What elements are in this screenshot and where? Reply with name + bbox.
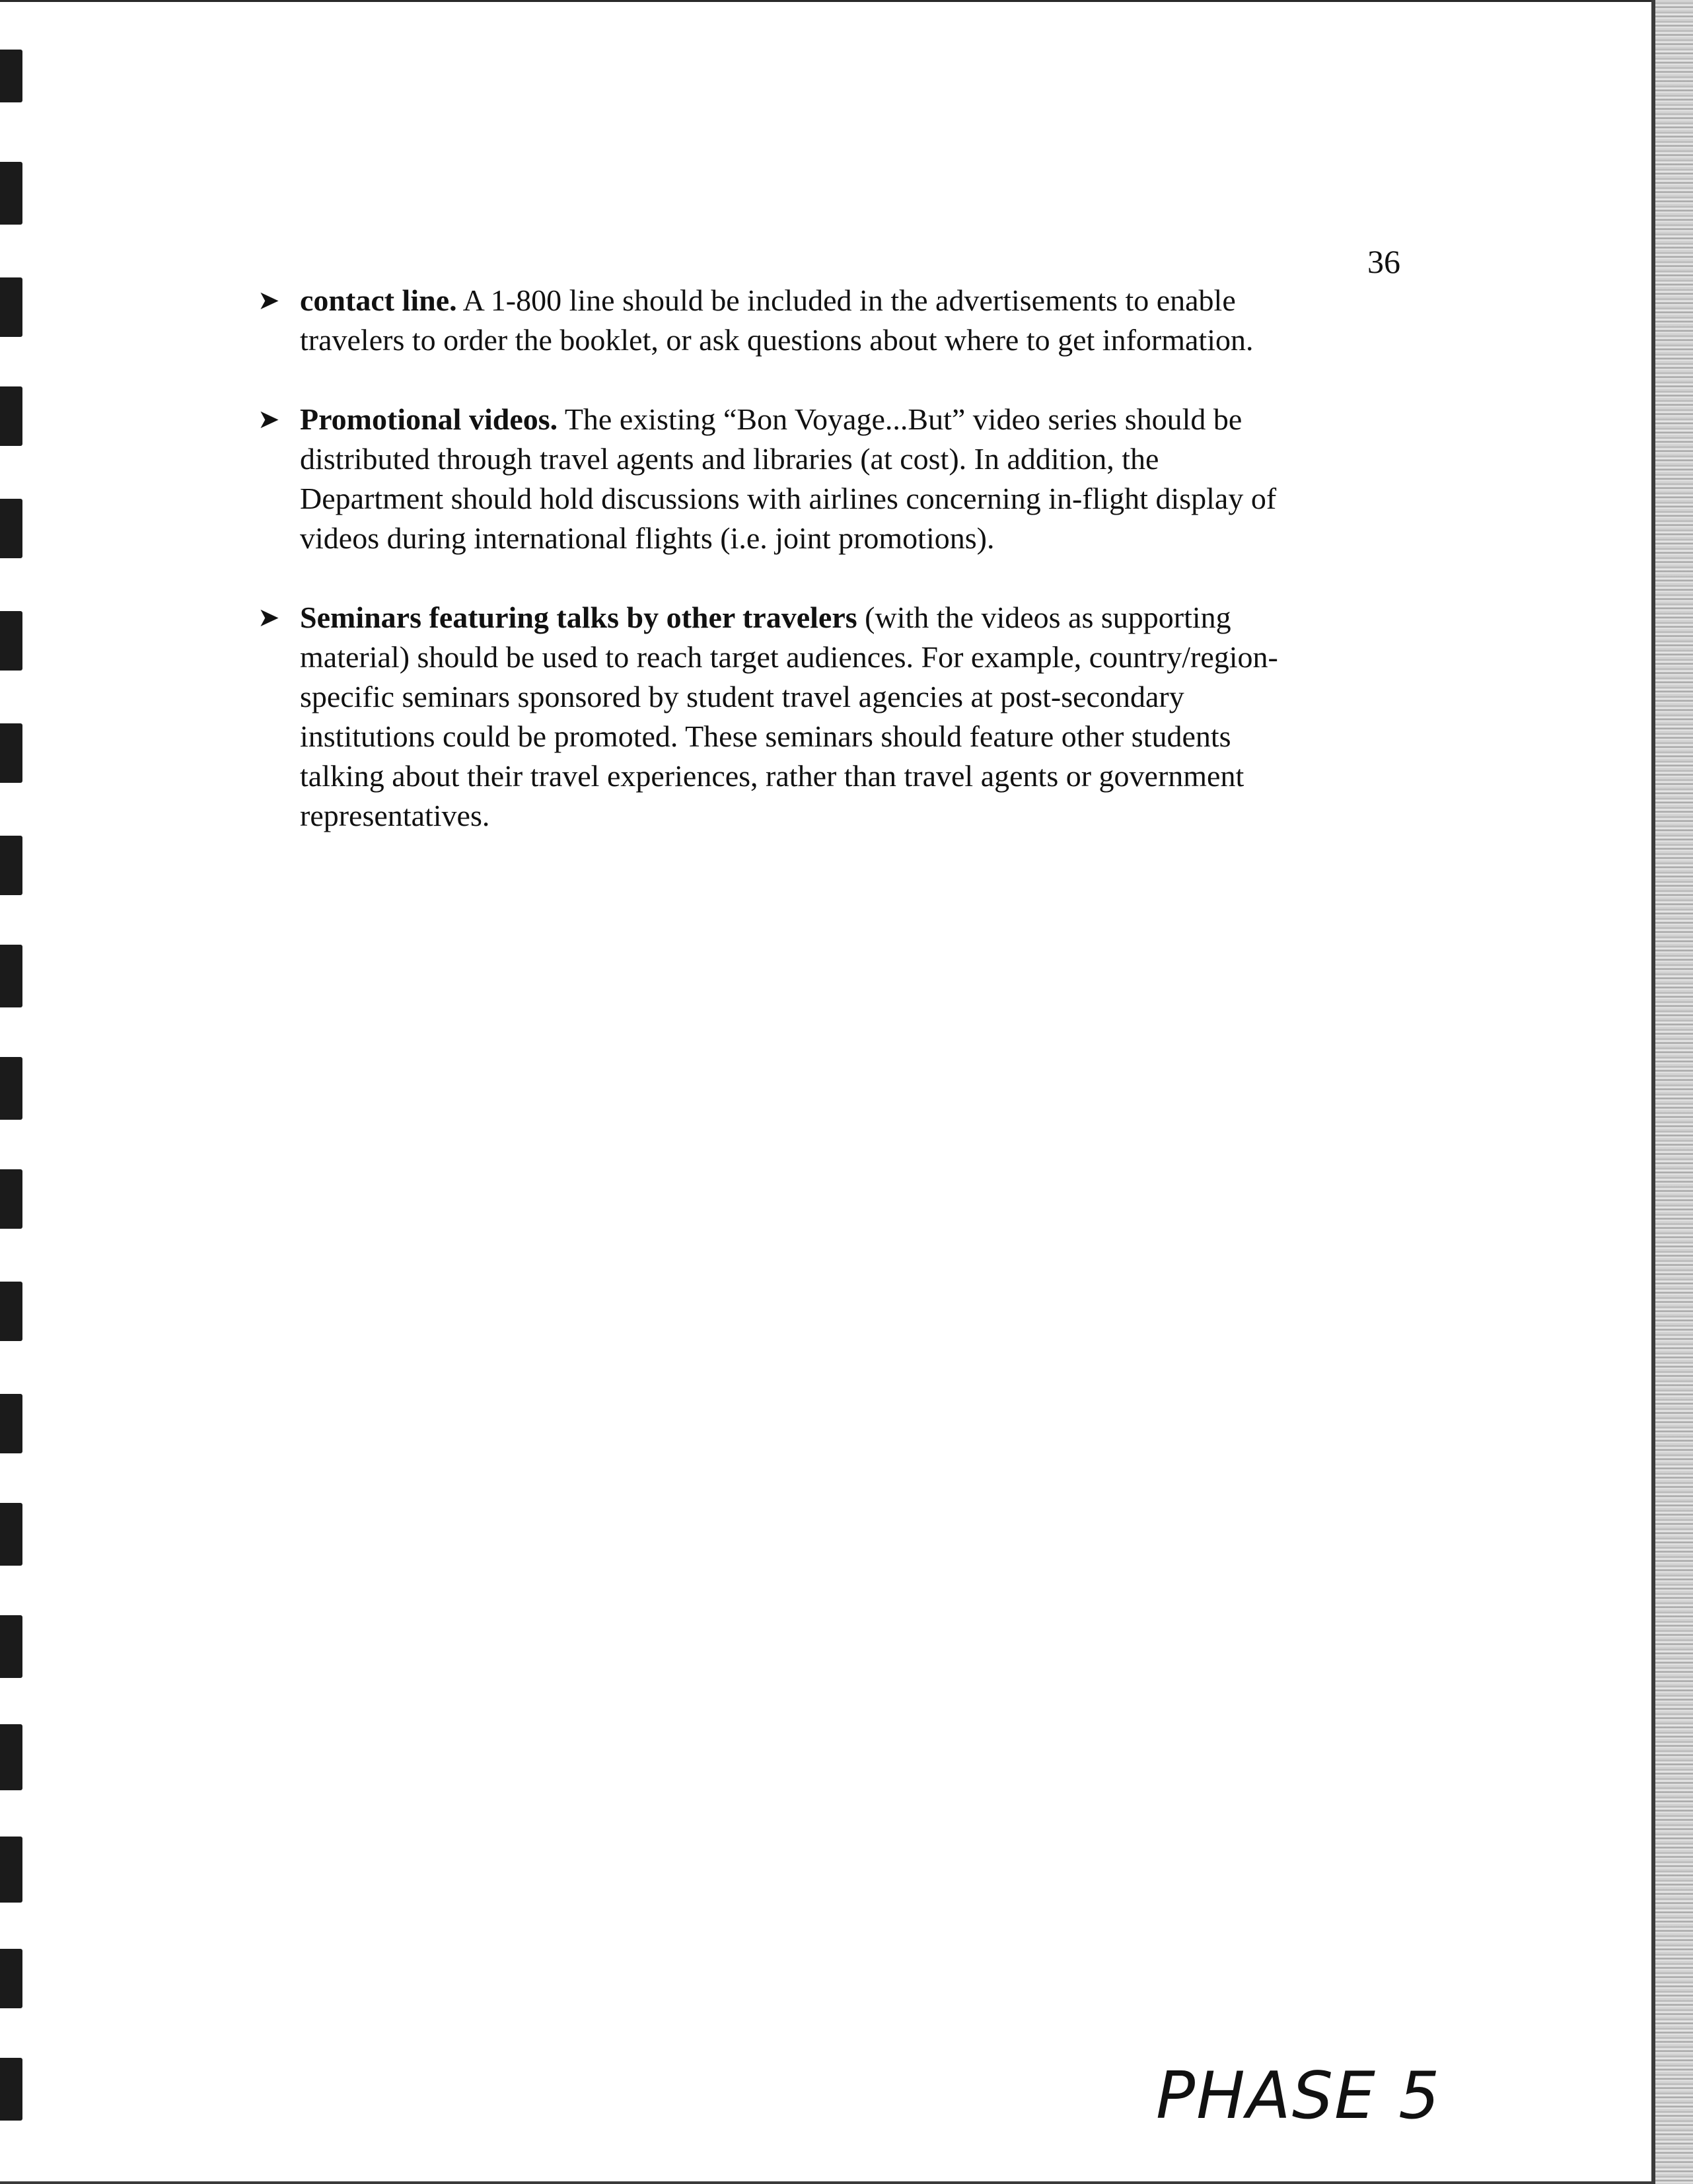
page-number: 36: [1367, 243, 1400, 280]
binding-mark: [0, 162, 22, 225]
binding-mark: [0, 277, 22, 337]
list-item: [258, 281, 1394, 360]
binding-mark: [0, 50, 22, 102]
binding-mark: [0, 1615, 22, 1678]
binding-mark: [0, 836, 22, 895]
binding-mark: [0, 1503, 22, 1566]
bullet-line: specific seminars sponsored by student travel agencies at post-secondary: [300, 680, 1184, 713]
binding-mark: [0, 945, 22, 1007]
binding-mark: [0, 1282, 22, 1341]
arrowhead-bullet-icon: ➤: [258, 285, 280, 316]
binding-mark: [0, 1057, 22, 1120]
bullet-line: [300, 400, 1394, 439]
footer-phase-label: PHASE 5: [1156, 2058, 1441, 2134]
scan-edge-top: [0, 0, 1693, 2]
binding-mark: [0, 1394, 22, 1453]
binding-mark: [0, 2058, 22, 2121]
binding-holes: [0, 0, 40, 2184]
bullet-text: A 1-800 line should be included in the advertisements to enable: [456, 283, 1236, 317]
binding-mark: [0, 1837, 22, 1903]
bullet-text: (with the videos as supporting: [857, 601, 1231, 634]
bullet-line: [300, 281, 1394, 320]
list-item: [258, 400, 1394, 558]
bullet-line: videos during international flights (i.e. joint promotions).: [300, 521, 995, 555]
bullet-line: [300, 598, 1394, 637]
binding-mark: [0, 1724, 22, 1790]
binding-mark: [0, 499, 22, 558]
bullet-line: Department should hold discussions with airlines concerning in-flight display of: [300, 482, 1277, 515]
binding-mark: [0, 723, 22, 783]
bullet-heading: Promotional videos.: [300, 402, 558, 436]
bullet-line: talking about their travel experiences, rather than travel agents or government: [300, 759, 1244, 793]
binding-mark: [0, 611, 22, 671]
bullet-heading: contact line.: [300, 283, 457, 317]
list-item: [258, 598, 1394, 836]
bullet-line: travelers to order the booklet, or ask questions about where to get information.: [300, 323, 1254, 357]
binding-mark: [0, 1949, 22, 2008]
scan-edge-right: [1651, 0, 1693, 2184]
bullet-heading: Seminars featuring talks by other travelers: [300, 601, 857, 634]
bullet-line: material) should be used to reach target audiences. For example, country/region-: [300, 640, 1278, 674]
bullet-line: distributed through travel agents and libraries (at cost). In addition, the: [300, 442, 1159, 476]
bullet-line: institutions could be promoted. These seminars should feature other students: [300, 719, 1231, 753]
bullet-text: The existing “Bon Voyage...But” video series should be: [558, 402, 1243, 436]
arrowhead-bullet-icon: ➤: [258, 602, 280, 633]
binding-mark: [0, 1169, 22, 1229]
bullet-list: [258, 281, 1394, 875]
arrowhead-bullet-icon: ➤: [258, 404, 280, 435]
bullet-line: representatives.: [300, 799, 490, 832]
binding-mark: [0, 386, 22, 446]
scan-edge-bottom: [0, 2181, 1693, 2184]
